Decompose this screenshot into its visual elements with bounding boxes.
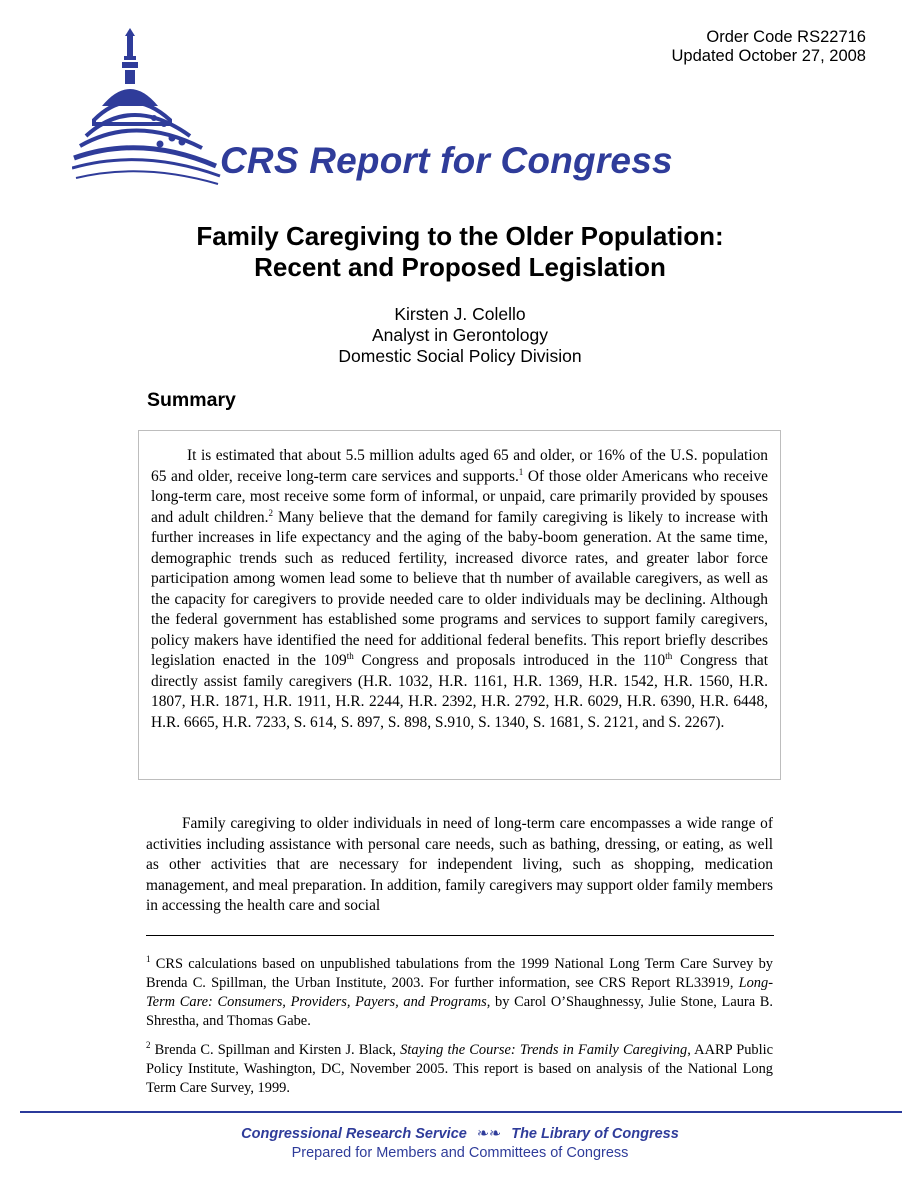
footer-divider [20, 1111, 902, 1113]
footer-title [0, 1126, 920, 1142]
footer-crs: Congressional Research Service [241, 1126, 467, 1142]
summary-heading: Summary [147, 389, 236, 411]
document-title [0, 221, 920, 283]
capitol-dome-icon [72, 26, 222, 188]
author-division: Domestic Social Policy Division [338, 346, 582, 366]
author-position: Analyst in Gerontology [371, 325, 549, 345]
footnotes [146, 955, 773, 1108]
crs-report-logo-text: CRS Report for Congress [220, 140, 673, 181]
author-block [0, 304, 920, 367]
footnote-divider [146, 935, 774, 936]
updated-date: Updated October 27, 2008 [671, 47, 866, 65]
footnote-ref-2[interactable]: 2 [268, 507, 273, 518]
summary-paragraph: It is estimated that about 5.5 million adults aged 65 and older, or 16% of the U.S. population 65 and older, receive long-term care services and supports.$^1$ Of those older Americans who receive long-term care, most receive some form of informal, or unpaid, care primarily provided by spouses and adult children.$^2$ Many believe that the demand for family caregiving is likely to increase with further increases in life expectancy and the aging of the baby-boom generation. At the same time, demographic trends such as reduced fertility, increased divorce rates, and greater labor force participation among women lead some to believe that th number of available caregivers, as well as the capacity for caregivers to provide needed care to older individuals may be declining. Although the federal government has established some programs and services to support family caregivers, policy makers have identified the need for additional federal benefits. This report briefly describes legislation enacted in the 109th Congress and proposals introduced in the 110th Congress that directly assist family caregivers (H.R. 1032, H.R. 1161, H.R. 1369, H.R. 1542, H.R. 1560, H.R. 1807, H.R. 1871, H.R. 1911, H.R. 2244, H.R. 2392, H.R. 2792, H.R. 6029, H.R. 6390, H.R. 6448, H.R. 6665, H.R. 7233, S. 614, S. 897, S. 898, S.910, S. 1340, S. 1681, S. 2121, and S. 2267). [151, 447, 769, 731]
order-code-block [672, 28, 866, 66]
author-name: Kirsten J. Colello [394, 304, 526, 324]
footer-subtitle: Prepared for Members and Committees of Congress [291, 1145, 629, 1161]
summary-box [138, 430, 781, 780]
footnote-1: $^1$ CRS calculations based on unpublished tabulations from the 1999 National Long Term Care Survey by Brenda C. Spillman, the Urban Institute, 2003. For further information, see CRS Report RL33919, Long-Term Care: Consumers, Providers, Payers, and Programs, by Carol O’Shaughnessy, Julie Stone, Laura B. Shrestha, and Thomas Gabe. [146, 954, 774, 1029]
title-line-2: Recent and Proposed Legislation [254, 252, 666, 282]
body-paragraph: Family caregiving to older individuals in need of long-term care encompasses a wide range of activities including assistance with personal care needs, such as bathing, dressing, or eating, as well as other activities that are necessary for independent living, such as shopping, medication management, and meal preparation. In addition, family caregivers may support older family members in accessing the health care and social [146, 815, 773, 914]
footer-library: The Library of Congress [511, 1126, 679, 1142]
footnote-ref-1[interactable]: 1 [518, 466, 524, 477]
ornament-icon: ❧❧ [476, 1126, 502, 1142]
footnote-2: $^2$ Brenda C. Spillman and Kirsten J. Black, Staying the Course: Trends in Family Caregiving, AARP Public Policy Institute, Washington, DC, November 2005. This report is based on analysis of the National Long Term Care Survey, 1999. [146, 1040, 773, 1096]
order-code: Order Code RS22716 [706, 28, 866, 46]
title-line-1: Family Caregiving to the Older Population: [196, 221, 724, 251]
